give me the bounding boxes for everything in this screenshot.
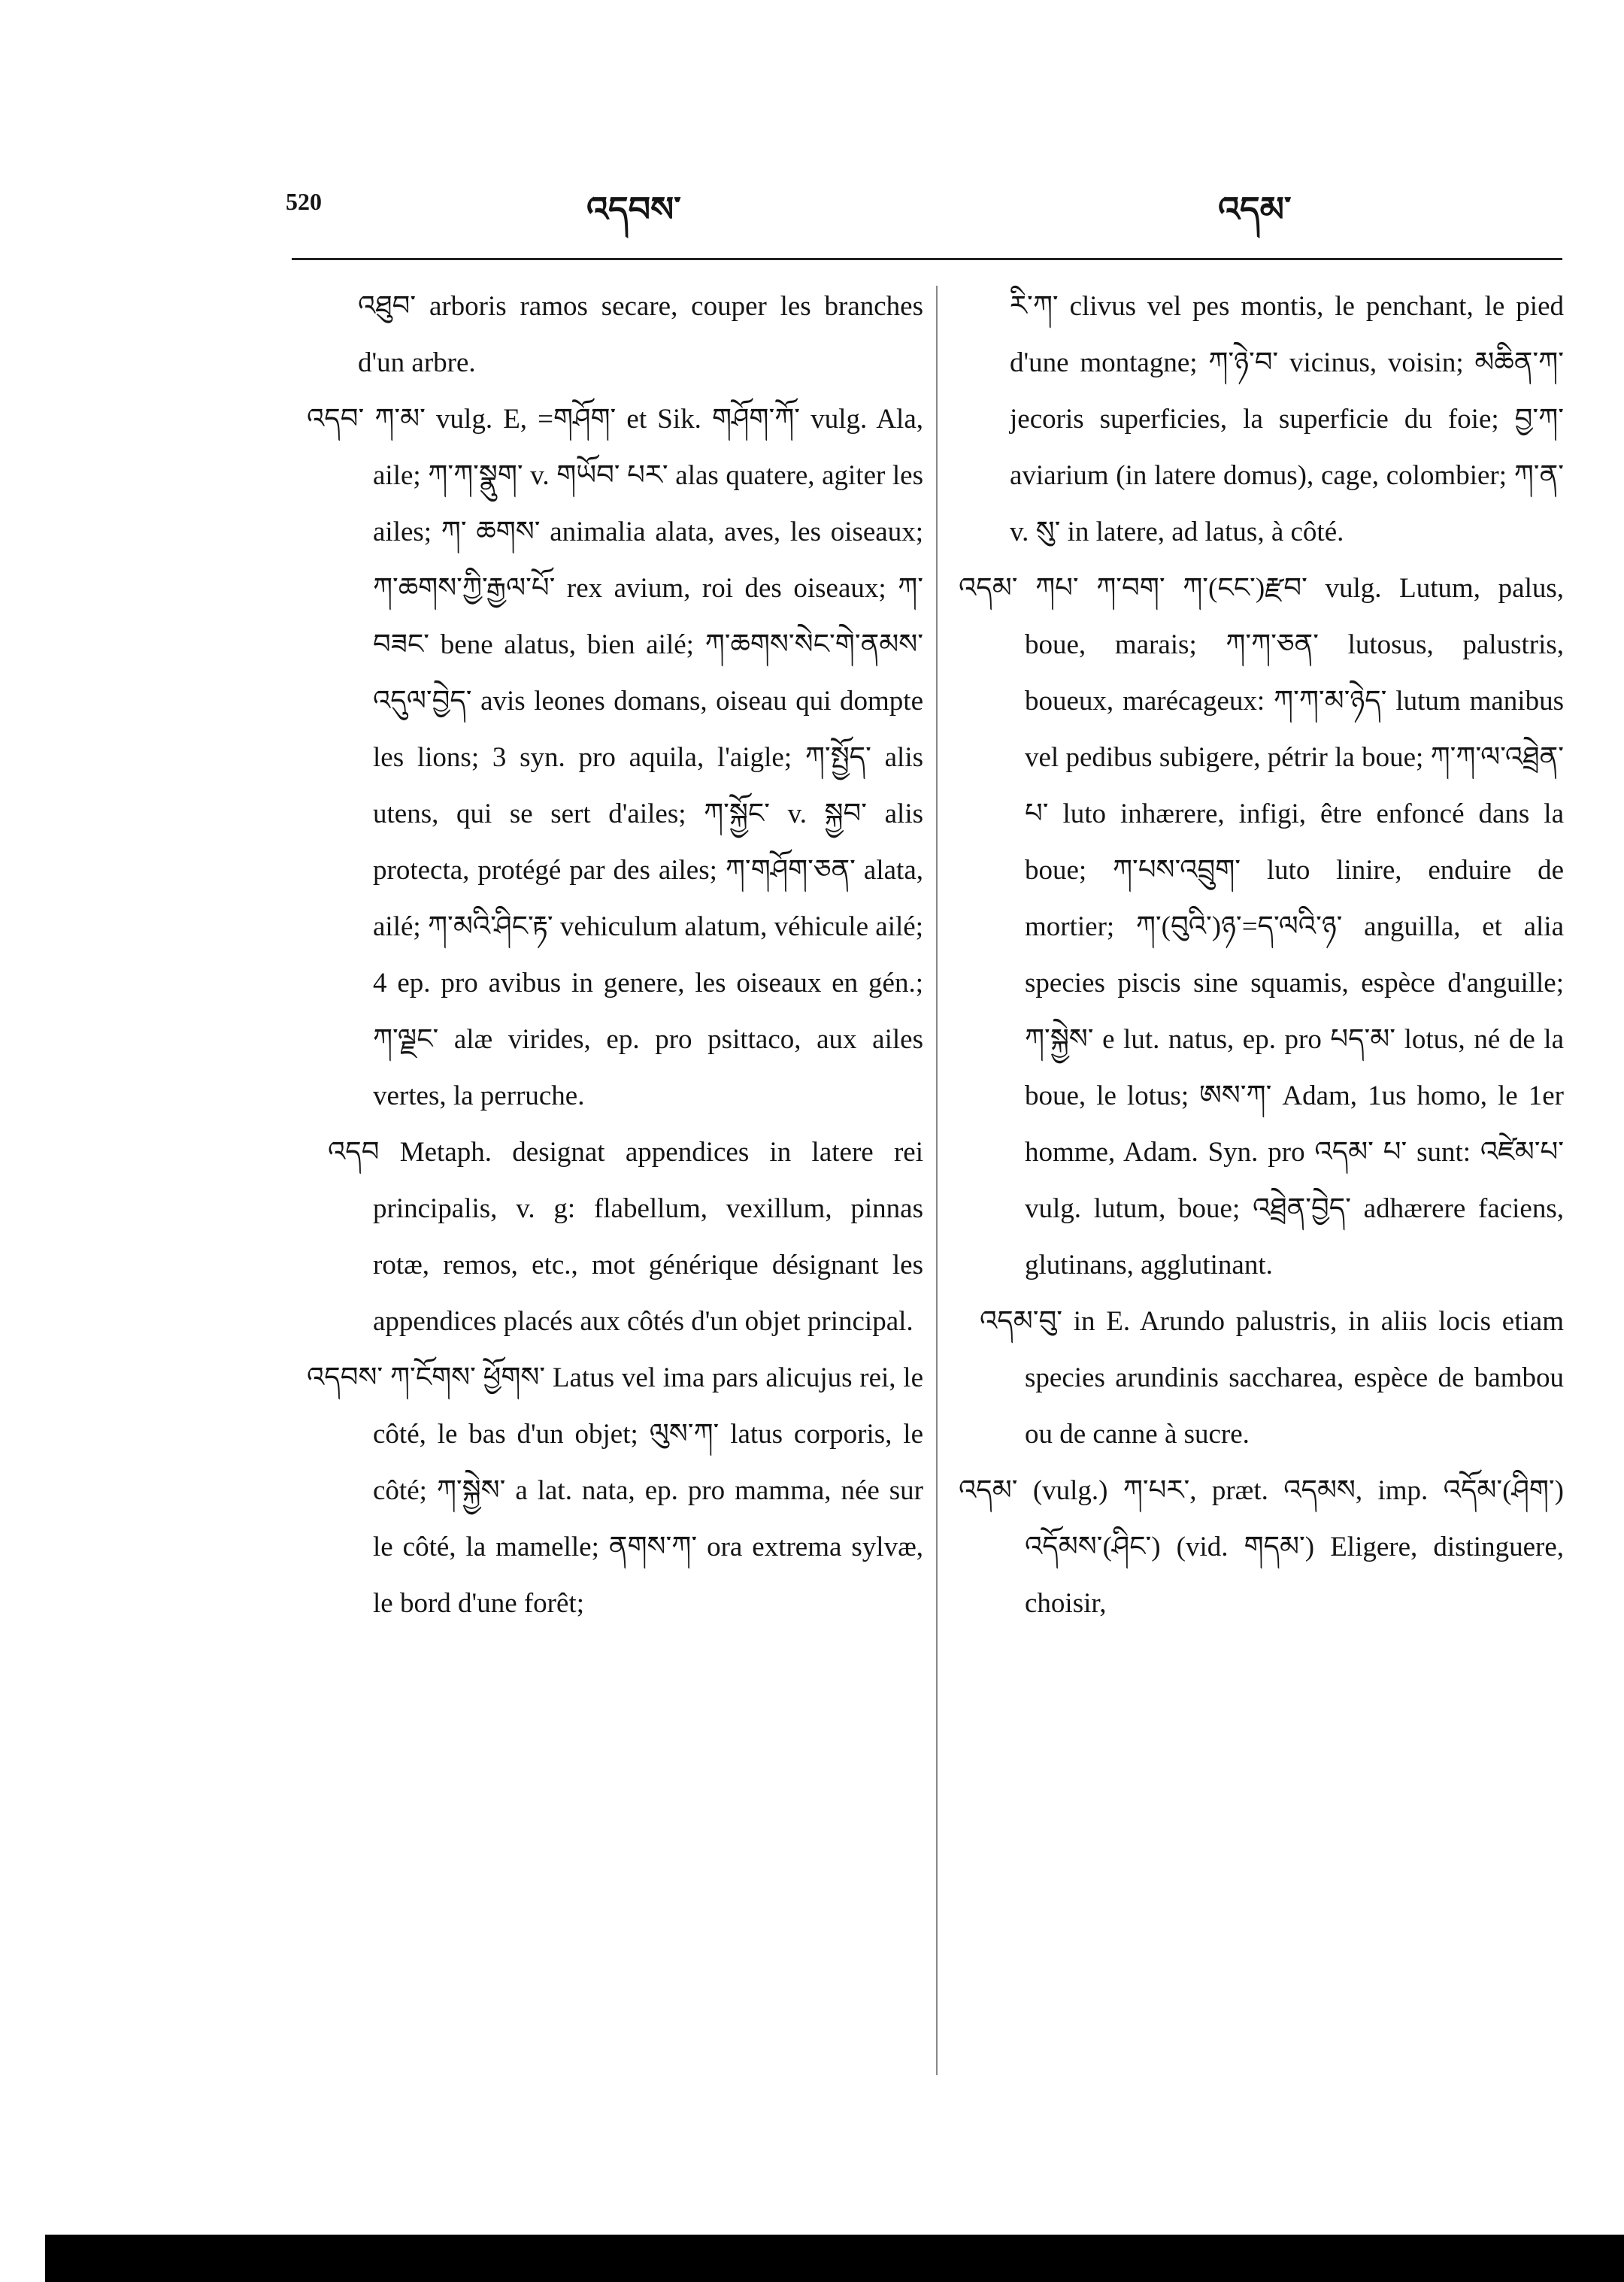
page-header (286, 177, 1564, 238)
right-column (959, 278, 1564, 1632)
dictionary-entry: འདམ་བུ་ in E. Arundo palustris, in aliis locis etiam species arundinis saccharea, espèce de bambou ou de canne à sucre. (980, 1306, 1564, 1450)
column-divider (936, 286, 938, 2075)
page-number: 520 (286, 188, 322, 215)
running-head-left: འདབས་ (586, 189, 681, 229)
dictionary-entry: འདབ་ ཀ་མ་ vulg. E, =གཤོག་ et Sik. གཤོག་ཀོ་ vulg. Ala, aile; ཀ་ཀ་སྣུག་ v. གཡོབ་ པར་ alas quatere, agiter les ailes; ཀ་ ཆགས་ animalia alata, aves, les oiseaux; ཀ་ཆགས་ཀྱི་རྒྱལ་པོ་ rex avium, roi des oiseaux; ཀ་བཟང་ bene alatus, bien ailé; ཀ་ཆགས་སེང་གེ་ནམས་འདུལ་བྱེད་ avis leones domans, oiseau qui dompte les lions; 3 syn. pro aquila, l'aigle; ཀ་སྤྱོད་ alis utens, qui se sert d'ailes; ཀ་སྐྱོང་ v. སྐྱབ་ alis protecta, protégé par des ailes; ཀ་གཤོག་ཅན་ alata, ailé; ཀ་མའི་ཤིང་རྟ་ vehiculum alatum, véhicule ailé; 4 ep. pro avibus in genere, les oiseaux en gén.; ཀ་ལྗང་ alæ virides, ep. pro psittaco, aux ailes vertes, la perruche. (307, 404, 923, 1111)
left-column (307, 278, 923, 1632)
dictionary-entry: རི་ཀ་ clivus vel pes montis, le penchant, le pied d'une montagne; ཀ་ཉེ་བ་ vicinus, voisin; མཆིན་ཀ་ jecoris superficies, la superficie du foie; བྱ་ཀ་ aviarium (in latere domus), cage, colombier; ཀ་ན་ v. སུ་ in latere, ad latus, à côté. (1010, 291, 1564, 547)
dictionary-entry: འདམ་ ཀཔ་ ཀ་བག་ ཀ་(ངང་)རྫབ་ vulg. Lutum, palus, boue, marais; ཀ་ཀ་ཅན་ lutosus, palustris, boueux, marécageux: ཀ་ཀ་མ་ཉེད་ lutum manibus vel pedibus subigere, pétrir la boue; ཀ་ཀ་ལ་འཐྲེན་པ་ luto inhærere, infigi, être enfoncé dans la boue; ཀ་པས་འབྲུག་ luto linire, enduire de mortier; ཀ་(བུའི་)ཉ་=ད་ལའི་ཉ་ anguilla, et alia species piscis sine squamis, espèce d'anguille; ཀ་སྐྱེས་ e lut. natus, ep. pro པད་མ་ lotus, né de la boue, le lotus; ཨས་ཀ་ Adam, 1us homo, le 1er homme, Adam. Syn. pro འདམ་ པ་ sunt: འཛེམ་པ་ vulg. lutum, boue; འཐྲེན་བྱེད་ adhærere faciens, glutinans, agglutinant. (959, 573, 1564, 1280)
dictionary-entry: འདབ Metaph. designat appendices in latere rei principalis, v. g: flabellum, vexillum, pinnas rotæ, remos, etc., mot générique désignant les appendices placés aux côtés d'un objet principal. (328, 1137, 923, 1337)
dictionary-entry: འཐུབ་ arboris ramos secare, couper les branches d'un arbre. (358, 291, 923, 378)
header-rule (292, 258, 1562, 260)
dictionary-entry: འདམ་ (vulg.) ཀ་པར་, præt. འདམས, imp. འདོམ་(ཤིག་) འདོམས་(ཤིང་) (vid. གདམ་) Eligere, distinguere, choisir, (959, 1475, 1564, 1619)
scan-edge-bar (45, 2235, 1624, 2282)
dictionary-entry: འདབས་ ཀ་ངོགས་ ཕྱོགས་ Latus vel ima pars alicujus rei, le côté, le bas d'un objet; ལུས་ཀ་ latus corporis, le côté; ཀ་སྐྱེས་ a lat. nata, ep. pro mamma, née sur le côté, la mamelle; ནགས་ཀ་ ora extrema sylvæ, le bord d'une forêt; (307, 1362, 923, 1619)
running-head-right: འདམ་ (1218, 189, 1292, 229)
